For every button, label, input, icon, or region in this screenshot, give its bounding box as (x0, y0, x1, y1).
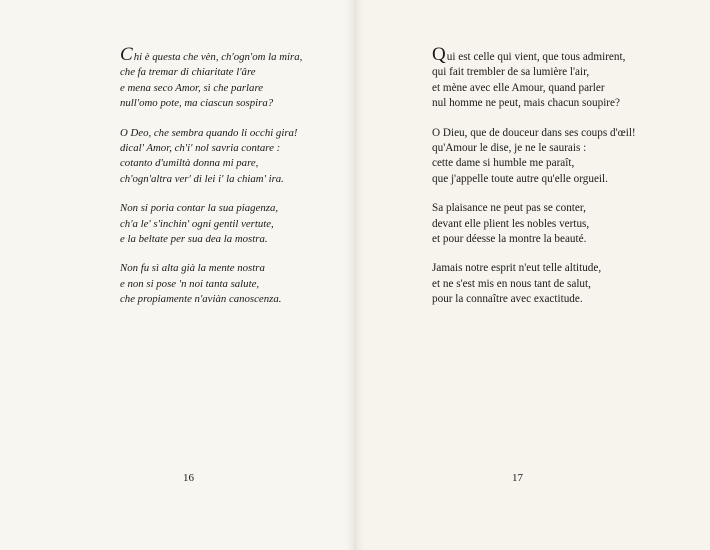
poem-line: Non fu sì alta già la mente nostra (120, 262, 265, 275)
poem-line: cotanto d'umiltà donna mi pare, (120, 157, 259, 170)
poem-line: qu'Amour le dise, je ne le saurais : (432, 142, 587, 155)
stanza (120, 44, 303, 112)
poem-line: e la beltate per sua dea la mostra. (120, 233, 268, 246)
first-line-text: ui est celle qui vient, que tous admirent, (446, 51, 626, 63)
italian-poem (120, 44, 303, 322)
stanza (432, 201, 636, 247)
poem-line: et mène avec elle Amour, quand parler (432, 81, 605, 94)
french-poem (432, 44, 636, 322)
poem-line: Jamais notre esprit n'eut telle altitude, (432, 262, 602, 275)
stanza (120, 261, 302, 307)
stanza (120, 126, 302, 188)
poem-line: e mena seco Amor, sì che parlare (120, 81, 264, 94)
poem-line: che fa tremar di chiaritate l'âre (120, 66, 256, 79)
poem-line: nul homme ne peut, mais chacun soupire? (432, 97, 620, 110)
poem-line: null'omo pote, ma ciascun sospira? (120, 97, 274, 110)
initial-capital: Q (432, 44, 446, 65)
stanza (120, 201, 302, 247)
poem-line: dical' Amor, ch'i' nol savria contare : (120, 142, 281, 155)
poem-line: que j'appelle toute autre qu'elle orgueil. (432, 172, 608, 185)
page-number: 16 (183, 472, 194, 484)
poem-line (120, 44, 303, 65)
poem-line: et ne s'est mis en nous tant de salut, (432, 277, 591, 290)
poem-line: Non si poria contar la sua piagenza, (120, 202, 279, 215)
stanza (432, 126, 636, 188)
initial-capital: C (120, 44, 133, 65)
poem-line: O Deo, che sembra quando li occhi gira! (120, 126, 298, 139)
poem-line: ch'a le' s'inchin' ogni gentil vertute, (120, 217, 274, 230)
poem-line: cette dame si humble me paraît, (432, 157, 575, 170)
page-number: 17 (512, 472, 523, 484)
stanza (432, 44, 636, 112)
poem-line: che propiamente n'aviàn canoscenza. (120, 293, 282, 306)
poem-line: Sa plaisance ne peut pas se conter, (432, 202, 586, 215)
poem-line: O Dieu, que de douceur dans ses coups d'œil! (432, 126, 636, 139)
book-gutter (346, 0, 364, 550)
first-line-text: hi è questa che vèn, ch'ogn'om la mira, (133, 51, 303, 63)
poem-line: et pour déesse la montre la beauté. (432, 233, 587, 246)
poem-line: devant elle plient les nobles vertus, (432, 217, 590, 230)
poem-line: qui fait trembler de sa lumière l'air, (432, 66, 590, 79)
poem-line (432, 44, 636, 65)
stanza (432, 261, 636, 307)
poem-line: e non si pose 'n noi tanta salute, (120, 277, 260, 290)
poem-line: ch'ogn'altra ver' di lei i' la chiam' ira. (120, 172, 284, 185)
poem-line: pour la connaître avec exactitude. (432, 293, 583, 306)
